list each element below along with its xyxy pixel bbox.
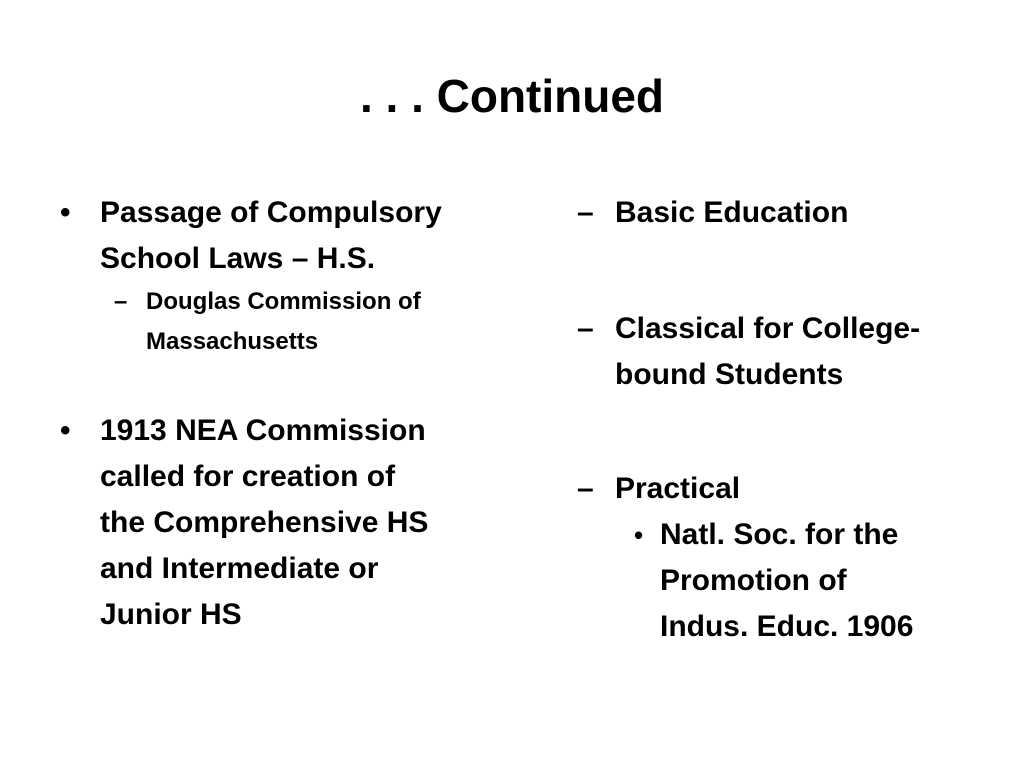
- bullet-text-line: called for creation of: [100, 460, 396, 493]
- bullet-text-line: School Laws – H.S.: [100, 242, 376, 275]
- sub-text-line: Massachusetts: [146, 328, 319, 355]
- dash-text-line: Practical: [615, 472, 741, 505]
- bullet-text-line: 1913 NEA Commission: [100, 414, 426, 447]
- right-column: [577, 190, 977, 650]
- sub-text-line: Promotion of: [660, 564, 847, 597]
- dash-item-practical: [577, 466, 977, 512]
- bullet-text-line: Passage of Compulsory: [100, 196, 442, 229]
- left-column: [60, 190, 490, 638]
- bullet-item-compulsory-laws: [60, 190, 490, 282]
- dash-text-line: Classical for College-: [615, 312, 921, 345]
- bullet-item-nea-commission: [60, 408, 490, 638]
- dash-text-line: Basic Education: [615, 196, 849, 229]
- sub-text-line: Douglas Commission of: [146, 288, 421, 315]
- bullet-text-line: the Comprehensive HS: [100, 506, 429, 539]
- bullet-marker: •: [634, 520, 644, 550]
- dash-item-basic-education: [577, 190, 977, 236]
- dash-text-line: bound Students: [615, 358, 844, 391]
- sub-text-line: Indus. Educ. 1906: [660, 610, 914, 643]
- bullet-marker: •: [60, 414, 71, 447]
- bullet-marker: •: [60, 196, 71, 229]
- spacer: [60, 362, 490, 408]
- spacer: [577, 398, 977, 466]
- sub-text-line: Natl. Soc. for the: [660, 518, 899, 551]
- dash-marker: –: [577, 472, 594, 505]
- sub-item-douglas-commission: [60, 282, 490, 362]
- spacer: [577, 274, 977, 306]
- slide-title: . . . Continued: [359, 70, 665, 122]
- bullet-text-line: and Intermediate or: [100, 552, 379, 585]
- spacer: [577, 236, 977, 274]
- dash-marker: –: [577, 196, 594, 229]
- dash-marker: –: [577, 312, 594, 345]
- sub-item-natl-soc: [577, 512, 977, 650]
- bullet-text-line: Junior HS: [100, 598, 242, 631]
- dash-marker: –: [114, 288, 128, 315]
- dash-item-classical: [577, 306, 977, 398]
